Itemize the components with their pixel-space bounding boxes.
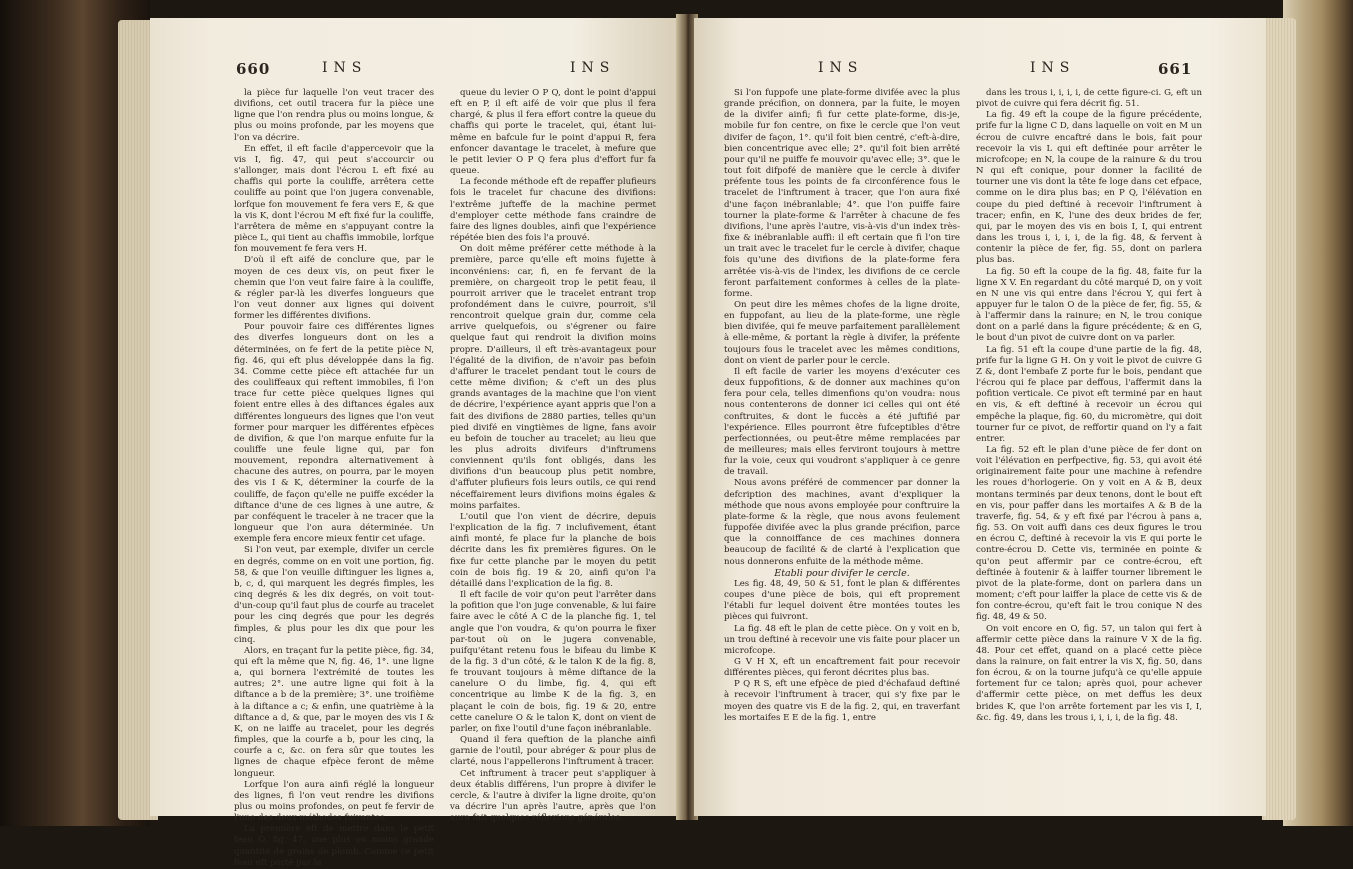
paragraph: D'où il eft aifé de conclure que, par le moyen de ces deux vis, on peut fixer le chemin que l'on veut faire faire à la couliffe, & régler par-là les diverfes longueurs que l'on veut donner aux lignes qui doivent former les différentes divifions. — [234, 255, 434, 322]
paragraph: Si l'on fuppofe une plate-forme divifée avec la plus grande précifion, on donnera, par la fuite, le moyen de la divifer ainfi; fi fur cette plate-forme, dis-je, mobile fur fon centre, on fixe le cercle que l'on veut divifer de façon, 1°. qu'il foit bien centré, c'eft-à-dire, bien concentrique avec elle; 2°. qu'il foit bien arrêté pour qu'il ne puiffe fe mouvoir qu'avec elle; 3°. que le tout foit difpofé de manière que le cercle à divifer préfente tous les points de fa circonférence fous le tracelet de l'inftrument à tracer, que l'on aura fixé d'une façon inébranlable; 4°. que l'on puiffe faire tourner la plate-forme & l'arrêter à chacune de fes divifions, l'une après l'autre, vis-à-vis d'un index très-fixe & inébranlable auffi: il eft certain que fi l'on tire un trait avec le tracelet fur le cercle à divifer, chaque fois qu'une des divifions de la plate-forme fera arrêtée vis-à-vis de l'index, les divifions de ce cercle feront parfaitement conformes à celles de la plate-forme. — [724, 88, 960, 299]
paragraph: Pour pouvoir faire ces différentes lignes des diverfes longueurs dont on les a déterminées, on fe fert de la petite pièce N, fig. 46, qui eft plus développée dans la fig. 34. Comme cette pièce eft attachée fur un des couliffeaux qui reftent immobiles, fi l'on trace fur cette pièce quelques lignes qui foient entre elles à des diftances égales aux différentes longueurs des lignes que l'on veut former pour marquer les différentes efpèces de divifion, & que l'on marque enfuite fur la couliffe une feule ligne qui, par fon mouvement, repondra alternativement à chacune des autres, on pourra, par le moyen des vis I & K, déterminer la courfe de la couliffe, de façon qu'elle ne puiffe excéder la diftance d'une de ces lignes à une autre, & par conféquent le traceler à ne tracer que la longueur que l'on aura déterminée. Un exemple fera encore mieux fentir cet ufage. — [234, 322, 434, 545]
paragraph: Cet inftrument à tracer peut s'appliquer à deux établis différens, l'un propre à divifer le cercle, & l'autre à divifer la ligne droite, qu'on va décrire l'un après l'autre, après que l'on aura fait quelques réflexions générales. — [450, 768, 656, 824]
paragraph: Lorfque l'on aura ainfi réglé la longueur des lignes, fi l'on veut rendre les divifions plus ou moins profondes, on peut fe fervir de l'une des deux méthodes fuivantes. — [234, 779, 434, 824]
left-page-header — [150, 60, 678, 84]
paragraph: Nous avons préféré de commencer par donner la defcription des machines, avant d'expliquer la méthode que nous avons employée pour conftruire la plate-forme & la règle, que nous avons feulement fuppofée divifée avec la plus grande précifion, parce que la connoiffance de ces machines donnera beaucoup de facilité & de clarté à l'explication que nous donnerons enfuite de la méthode même. — [724, 478, 960, 567]
right-page-column-2 — [976, 88, 1202, 794]
paragraph: dans les trous i, i, i, i, de cette figure-ci. G, eft un pivot de cuivre qui fera décrit fig. 51. — [976, 88, 1202, 110]
paragraph: Quand il fera queftion de la planche ainfi garnie de l'outil, pour abréger & pour plus de clarté, nous l'appellerons l'inftrument à tracer. — [450, 735, 656, 768]
right-page-column-1 — [724, 88, 960, 794]
paragraph: La fig. 51 eft la coupe d'une partie de la fig. 48, prife fur la ligne G H. On y voit le pivot de cuivre G Z &, dont l'embafe Z porte fur le bois, pendant que l'écrou qui fe place par deffous, l'affermit dans la pofition verticale. Ce pivot eft terminé par en haut en vis, & eft deftiné à recevoir un écrou qui empêche la plaque, fig. 60, du micromètre, qui doit tourner fur ce pivot, de reffortir quand on l'y a fait entrer. — [976, 344, 1202, 444]
running-head: INS — [322, 60, 368, 76]
paragraph: La fig. 50 eft la coupe de la fig. 48, faite fur la ligne X V. En regardant du côté marqué D, on y voit en N une vis qui entre dans l'écrou Y, qui fert à appuyer fur le talon O de la pièce de fer, fig. 55, & à l'affermir dans la rainure; en N, le trou conique dont on a parlé dans la figure précédente; & en G, le bout d'un pivot de cuivre dont on va parler. — [976, 266, 1202, 344]
paragraph: En effet, il eft facile d'appercevoir que la vis I, fig. 47, qui peut s'accourcir ou s'allonger, mais dont l'écrou L eft fixé au chaffis qui porte la couliffe, arrêtera cette couliffe au point que l'on jugera convenable, lorfque fon mouvement fe fera vers E, & que la vis K, dont l'écrou M eft fixé fur la couliffe, l'arrêtera de même en s'appuyant contre la pièce L, qui tient au chaffis immobile, lorfque fon mouvement fe fera vers H. — [234, 143, 434, 255]
paragraph: la pièce fur laquelle l'on veut tracer des divifions, cet outil tracera fur la pièce une ligne que l'on rendra plus ou moins longue, & plus ou moins profonde, par les moyens que l'on va décrire. — [234, 88, 434, 143]
paragraph: On peut dire les mêmes chofes de la ligne droite, en fuppofant, au lieu de la plate-forme, une règle bien divifée, qui fe meuve parfaitement parallèlement à elle-même, & portant la règle à divifer, la préfente toujours fous le tracelet avec les mêmes conditions, dont on vient de parler pour le cercle. — [724, 299, 960, 366]
section-title: Etabli pour divifer le cercle. — [774, 567, 910, 579]
paragraph: G V H X, eft un encaftrement fait pour recevoir différentes pièces, qui feront décrites plus bas. — [724, 656, 960, 679]
paragraph: La fig. 48 eft le plan de cette pièce. On y voit en b, un trou deftiné à recevoir une vis faite pour placer un microfcope. — [724, 623, 960, 656]
running-head: INS — [570, 60, 616, 76]
page-number: 661 — [1158, 60, 1193, 78]
paragraph: Alors, en traçant fur la petite pièce, fig. 34, qui eft la même que N, fig. 46, 1°. une ligne a, qui bornera l'extrémité de toutes les autres; 2°. une autre ligne qui foit à la diftance a b de la première; 3°. une troifième à la diftance a c; & enfin, une quatrième à la diftance a d, & que, par le moyen des vis I & K, on ne laiffe au tracelet, pour les degrés fimples, que la courfe a b, pour les cinq, la courfe a c, &c. on fera sûr que toutes les lignes de chaque efpèce feront de même longueur. — [234, 645, 434, 779]
page-number: 660 — [236, 60, 271, 78]
paragraph: P Q R S, eft une efpèce de pied d'échafaud deftiné à recevoir l'inftrument à tracer, qui s'y fixe par le moyen des quatre vis E de la fig. 2, qui, en traverfant les mortaifes E E de la fig. 1, entre — [724, 679, 960, 723]
page-edges-right — [1262, 18, 1296, 820]
paragraph: queue du levier O P Q, dont le point d'appui eft en P, il eft aifé de voir que plus il fera chargé, & plus il fera effort contre la queue du chaffis qui porte le tracelet, qui, étant lui-même en bafcule fur le point d'appui R, fera enfoncer davantage le tracelet, à mefure que le petit levier O P Q fera plus d'effort fur fa queue. — [450, 88, 656, 177]
paragraph: Les fig. 48, 49, 50 & 51, font le plan & différentes coupes d'une pièce de bois, qui eft proprement l'établi fur lequel doivent être montées toutes les pièces qui fuivront. — [724, 578, 960, 623]
paragraph: La feconde méthode eft de repaffer plufieurs fois le tracelet fur chacune des divifions: l'extrême jufteffe de la machine permet d'employer cette méthode fans craindre de faire des lignes doubles, ainfi que l'expérience répétée bien des fois l'a prouvé. — [450, 177, 656, 244]
left-page-column-2 — [450, 88, 656, 824]
running-head: INS — [818, 60, 864, 76]
paragraph: Si l'on veut, par exemple, divifer un cercle en degrés, comme on en voit une portion, fig. 58, & que l'on veuille diftinguer les lignes a, b, c, d, qui marquent les degrés fimples, les cinq degrés & les dix degrés, on voit tout-d'un-coup qu'il faut plus de courfe au tracelet pour les cinq degrés que pour les degrés fimples, & plus pour les dix que pour les cinq. — [234, 545, 434, 645]
paragraph: L'outil que l'on vient de décrire, depuis l'explication de la fig. 7 inclufivement, étant ainfi monté, fe place fur la planche de bois décrite dans les fix premières figures. On le fixe fur cette planche par le moyen du petit coin de bois fig. 19 & 20, ainfi qu'on l'a détaillé dans l'explication de la fig. 8. — [450, 511, 656, 589]
paragraph: La première eft de mettre dans le petit feau O, fig. 47, une plus ou moins grande quantité de grains de plomb. Comme ce petit feau eft porté par la — [234, 824, 434, 868]
paragraph: On voit encore en O, fig. 57, un talon qui fert à affermir cette pièce dans la rainure V X de la fig. 48. Pour cet effet, quand on a placé cette pièce dans la rainure, on fait entrer la vis X, fig. 50, dans fon écrou, & on la tourne jufqu'à ce qu'elle appuie fortement fur ce talon; après quoi, pour achever d'affermir cette pièce, on met deffus les deux brides K, que l'on arrête fortement par les vis I, I, &c. fig. 49, dans les trous i, i, i, i, de la fig. 48. — [976, 623, 1202, 723]
left-page-column-1 — [234, 88, 434, 868]
paragraph: Il eft facile de voir qu'on peut l'arrêter dans la pofition que l'on juge convenable, & lui faire faire avec le côté A C de la planche fig. 1, tel angle que l'on voudra, & qu'on pourra le fixer par-tout où on le jugera convenable, puifqu'étant retenu fous le bifeau du limbe K de la fig. 3 d'un côté, & le talon K de la fig. 8, fe trouvant toujours à même diftance de la canelure O du limbe, fig. 4, qui eft concentrique au limbe K de la fig. 3, en plaçant le coin de bois, fig. 19 & 20, entre cette canelure O & le talon K, dont on vient de parler, on fixe l'outil d'une façon inébranlable. — [450, 590, 656, 734]
paragraph: La fig. 49 eft la coupe de la figure précédente, prife fur la ligne C D, dans laquelle on voit en M un écrou de cuivre encaftré dans le bois, fait pour recevoir la vis L qui eft deftinée pour arrêter le microfcope; en N, la coupe de la rainure & du trou N qui eft conique, pour donner la facilité de tourner une vis dont la tête fe loge dans cet efpace, comme on le dira plus bas; en P Q, l'élévation en coupe du pied deftiné à recevoir l'inftrument à tracer; enfin, en K, l'une des deux brides de fer, qui, par le moyen des vis en bois I, I, qui entrent dans les trous i, i, i, i, de la fig. 48, & fervent à contenir la pièce de fer, fig. 55, dont on parlera plus bas. — [976, 110, 1202, 266]
running-head: INS — [1030, 60, 1076, 76]
paragraph: Il eft facile de varier les moyens d'exécuter ces deux fuppofitions, & de donner aux machines qu'on fera pour cela, telles dimenfions qu'on voudra: nous nous contenterons de donner ici celles qui ont été conftruites, & dont le fuccès a été juftifié par l'expérience. Elles pourront être fufceptibles d'être perfectionnées, ou peut-être même remplacées par de meilleures; mais elles ferviront toujours à mettre fur la voie, ceux qui voudront s'appliquer à ce genre de travail. — [724, 366, 960, 478]
right-page-header — [694, 60, 1266, 84]
right-page — [694, 18, 1266, 816]
paragraph: La fig. 52 eft le plan d'une pièce de fer dont on voit l'élévation en perfpective, fig. 53, qui avoit été originairement faite pour une machine à refendre les roues d'horlogerie. On y voit en A & B, deux montans terminés par deux tenons, dont le bout eft en vis, pour paffer dans les mortaifes A & B de la traverfe, fig. 54, & y eft fixé par l'écrou à pans a, fig. 53. On voit auffi dans ces deux figures le trou en écrou C, deftiné à recevoir la vis E qui porte le contre-écrou D. Cette vis, terminée en pointe & qu'on peut affermir par ce contre-écrou, eft deftinée à foutenir & à laiffer tourner librement le pivot de la plate-forme, dont on parlera dans un moment; c'eft pour laiffer la place de cette vis & de fon contre-écrou, qu'eft fait le trou conique N des fig. 48, 49 & 50. — [976, 445, 1202, 623]
left-page — [150, 18, 678, 868]
paragraph: On doit même préférer cette méthode à la première, parce qu'elle eft moins fujette à inconvéniens: car, fi, en fe fervant de la première, on chargeoit trop le petit feau, il pourroit arriver que le tracelet entrant trop profondément dans le cuivre, pourroit, s'il rencontroit quelque grain dur, comme cela arrive quelquefois, ou s'égrener ou faire quelque faut qui rendroit la divifion moins propre. D'ailleurs, il eft très-avantageux pour l'égalité de la divifion, de n'avoir pas befoin d'affurer le tracelet pendant tout le cours de cette même divifion; & c'eft un des plus grands avantages de la machine que l'on vient de décrire, l'expérience ayant appris que l'on a fait des divifions de 2880 parties, telles qu'un pied divifé en vingtièmes de ligne, fans avoir eu befoin de toucher au tracelet; au lieu que les plus adroits divifeurs d'inftrumens conviennent qu'ils font obligés, dans les divifions d'un beaucoup plus petit nombre, d'affuter plufieurs fois leurs outils, ce qui rend néceffairement leurs divifions moins égales & moins parfaites. — [450, 244, 656, 511]
